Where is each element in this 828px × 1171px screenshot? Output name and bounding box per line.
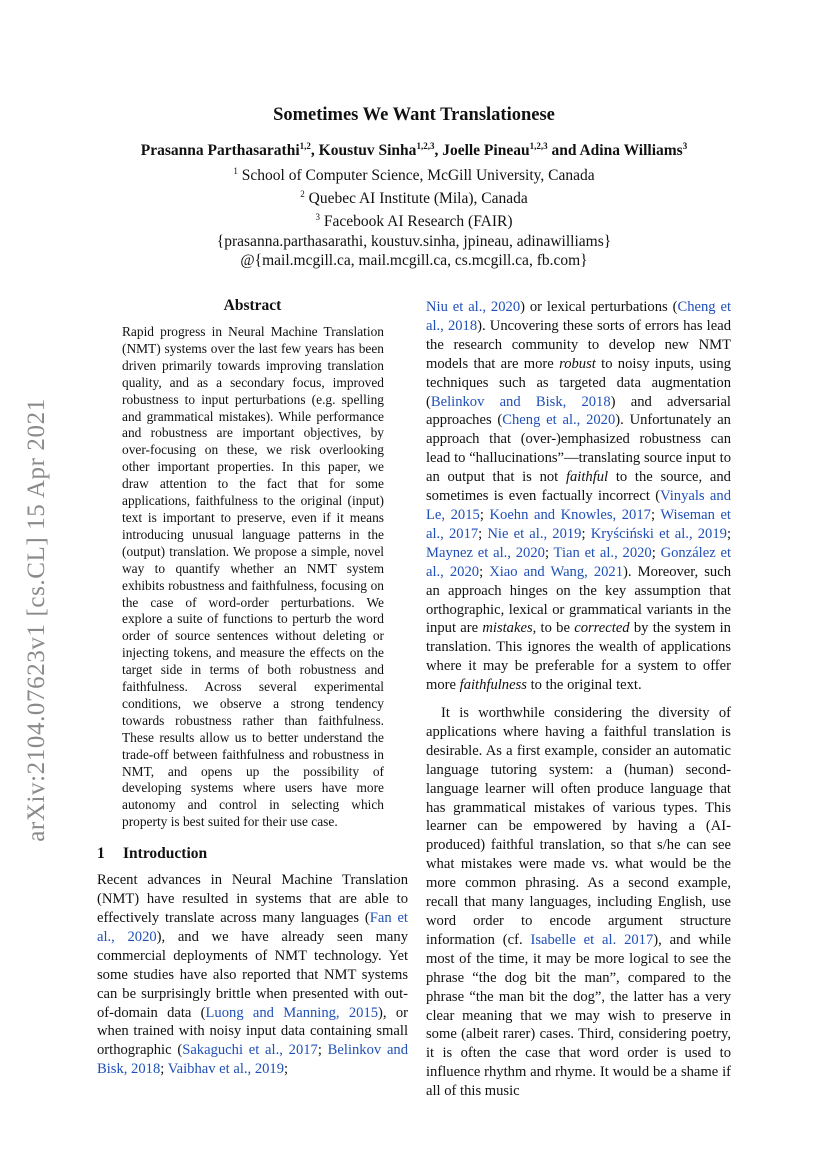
email-line-2: @{mail.mcgill.ca, mail.mcgill.ca, cs.mcgill.ca, fb.com} (240, 251, 588, 269)
emphasis: faithfulness (459, 677, 527, 694)
affiliation-marker: 3 (315, 212, 320, 223)
author-separator: and (547, 142, 580, 160)
email-line-1: {prasanna.parthasarathi, koustuv.sinha, jpineau, adinawilliams} (216, 232, 612, 250)
citation-link[interactable]: Isabelle et al. 2017 (530, 931, 654, 948)
citation-link[interactable]: Vaibhav et al., 2019 (167, 1061, 285, 1078)
text-run: ; (726, 525, 732, 542)
author-name: Joelle Pineau (442, 142, 530, 160)
abstract-text: Rapid progress in Neural Machine Translation (NMT) systems over the last few years has been driven primarily towards improving translation quality, and as a secondary focus, improved robustness to input perturbations (e.g. spelling and grammatical mistakes). While performance and robustness are important objectives, by over-focusing on these, we risk overlooking other important properties. In this paper, we draw attention to the fact that for some applications, faithfulness to the original (input) text is important to preserve, even if it means introducing unusual language patterns in the (output) translation. We propose a simple, novel way to quantify whether an NMT system exhibits robustness and faithfulness, focusing on the case of word-order perturbations. We explore a suite of functions to perturb the word order of source sentences without deleting or injecting tokens, and measure the effects on the target side in terms of both robustness and faithfulness. Across several experimental conditions, we observe a strong tendency towards robustness rather than faithfulness. These results allow us to better understand the trade-off between faithfulness and robustness in NMT, and opens up the possibility of developing systems where users have more autonomy and control in selecting which property is best suited for their use case. (122, 324, 384, 830)
affiliation (100, 208, 728, 231)
affiliation-text: Quebec AI Institute (Mila), Canada (304, 190, 528, 208)
text-run: ; (284, 1061, 289, 1078)
citation-link[interactable]: Belinkov and Bisk, 2018 (97, 1042, 409, 1078)
emphasis: corrected (574, 620, 630, 637)
arxiv-id: arXiv:2104.07623v1 [cs.CL] 15 Apr 2021 (23, 398, 50, 842)
citation-link[interactable]: Nie et al., 2019 (487, 525, 582, 542)
citation-link[interactable]: Wiseman et al., 2017 (426, 506, 731, 542)
text-run: ; (581, 525, 591, 542)
affiliation (100, 162, 728, 185)
author-affiliation-marker: 1,2,3 (416, 141, 435, 151)
author-separator: , (434, 142, 443, 160)
affiliation-marker: 1 (233, 166, 238, 177)
abstract-heading: Abstract (223, 297, 282, 314)
author-name: Koustuv Sinha (318, 142, 417, 160)
text-run: ). Unfortunately an approach that (over-)emphasized robustness can lead to “hallucinations”—translating source input to an output that is not (426, 412, 731, 486)
text-run: It is worthwhile considering the diversity of applications where having a faithful translation is desirable. As a first example, consider an automatic language tutoring system: a (human) second-language learner will often produce language that has grammatical mistakes of various types. This learner can be empowered by having a (AI-produced) faithful translation, so that s/he can see what mistakes were made vs. what would be the more common phrasing. As a second example, recall that many languages, including English, use word order to encode argument structure information (cf. (426, 705, 731, 948)
author-name: Prasanna Parthasarathi (140, 142, 300, 160)
text-run: ), and we have already seen many commercial deployments of NMT technology. Yet some studies have also reported that NMT systems can be surprisingly brittle when presented with out-of-domain data ( (97, 928, 408, 1021)
left-column (97, 297, 408, 1079)
citation-link[interactable]: Xiao and Wang, 2021 (489, 563, 624, 580)
author-affiliation-marker: 1,2 (299, 141, 311, 151)
intro-paragraph-1-continued (426, 298, 731, 695)
paper-title: Sometimes We Want Translationese (273, 105, 555, 125)
emphasis: mistakes (482, 620, 533, 637)
text-run: Recent advances in Neural Machine Translation (NMT) have resulted in systems that are able to effectively translate across many languages ( (97, 872, 408, 926)
citation-link[interactable]: Cheng et al., 2020 (502, 412, 616, 429)
text-run: to the original text. (526, 677, 642, 694)
citation-link[interactable]: Cheng et al., 2018 (426, 299, 731, 334)
text-run: ; (650, 506, 661, 523)
citation-link[interactable]: Kryściński et al., 2019 (590, 525, 727, 542)
right-column (426, 298, 731, 1101)
arxiv-sidebar-stamp (2, 360, 72, 880)
text-run: ; (479, 506, 490, 523)
citation-link[interactable]: Tian et al., 2020 (553, 544, 652, 561)
text-run: ). Moreover, such an approach hinges on the key assumption that orthographic, lexical or grammatical variants in the input are (426, 563, 731, 637)
text-run: ), or when trained with noisy input data containing small orthographic ( (97, 1004, 408, 1059)
citation-link[interactable]: Belinkov and Bisk, 2018 (430, 393, 611, 410)
introduction-heading (97, 845, 408, 863)
affiliation (100, 185, 728, 208)
text-run: ; (479, 563, 490, 580)
affiliation-list (100, 162, 728, 231)
author-separator: , (310, 142, 319, 160)
text-run: ). Uncovering these sorts of errors has lead the research community to develop new NMT models that are more (426, 317, 731, 372)
citation-link[interactable]: Maynez et al., 2020 (426, 544, 545, 561)
affiliation-marker: 2 (300, 189, 305, 200)
text-run: ) and adversarial approaches ( (426, 393, 731, 429)
text-run: ) or lexical perturbations ( (520, 299, 678, 315)
citation-link[interactable]: Luong and Manning, 2015 (205, 1004, 379, 1021)
author-list (100, 141, 728, 160)
author-affiliation-marker: 1,2,3 (529, 141, 548, 151)
author-affiliation-marker: 3 (682, 141, 688, 151)
citation-link[interactable]: Fan et al., 2020 (97, 910, 408, 945)
emphasis: faithful (565, 469, 609, 486)
text-run: ; (478, 525, 488, 542)
text-run: ), and while most of the time, it may be more logical to see the phrase “the dog bit the man”, compared to the phrase “the man bit the dog”, the latter has a very clear meaning that we may wish to preserve in some (albeit rarer) cases. Third, considering poetry, it is often the case that word order is used to influence rhythm and rhyme. It would be a shame if all of this music (426, 931, 731, 1100)
section-number: 1 (97, 845, 105, 863)
author-name: Adina Williams (579, 142, 683, 160)
citation-link[interactable]: Niu et al., 2020 (426, 299, 521, 315)
citation-link[interactable]: González et al., 2020 (426, 544, 732, 580)
affiliation-text: Facebook AI Research (FAIR) (319, 213, 513, 231)
text-run: ; (544, 544, 554, 561)
text-run: to noisy inputs, using techniques such as targeted data augmentation ( (426, 355, 731, 410)
emphasis: robust (559, 355, 596, 372)
affiliation-text: School of Computer Science, McGill University, Canada (237, 167, 595, 185)
intro-paragraph-2 (426, 704, 731, 1101)
text-run: to the source, and sometimes is even factually incorrect ( (426, 469, 731, 505)
citation-link[interactable]: Vinyals and Le, 2015 (426, 488, 731, 523)
text-run: by the system in translation. This ignores the wealth of applications where it may be preferable for a system to offer more (426, 620, 731, 694)
citation-link[interactable]: Koehn and Knowles, 2017 (489, 506, 651, 523)
text-run: ; (317, 1042, 328, 1059)
text-run: ; (160, 1061, 168, 1078)
section-title: Introduction (123, 845, 208, 863)
paper-header (100, 105, 728, 270)
text-run: , to be (532, 620, 575, 637)
intro-paragraph-1 (97, 871, 408, 1079)
text-run: ; (651, 544, 661, 561)
citation-link[interactable]: Sakaguchi et al., 2017 (182, 1042, 318, 1059)
